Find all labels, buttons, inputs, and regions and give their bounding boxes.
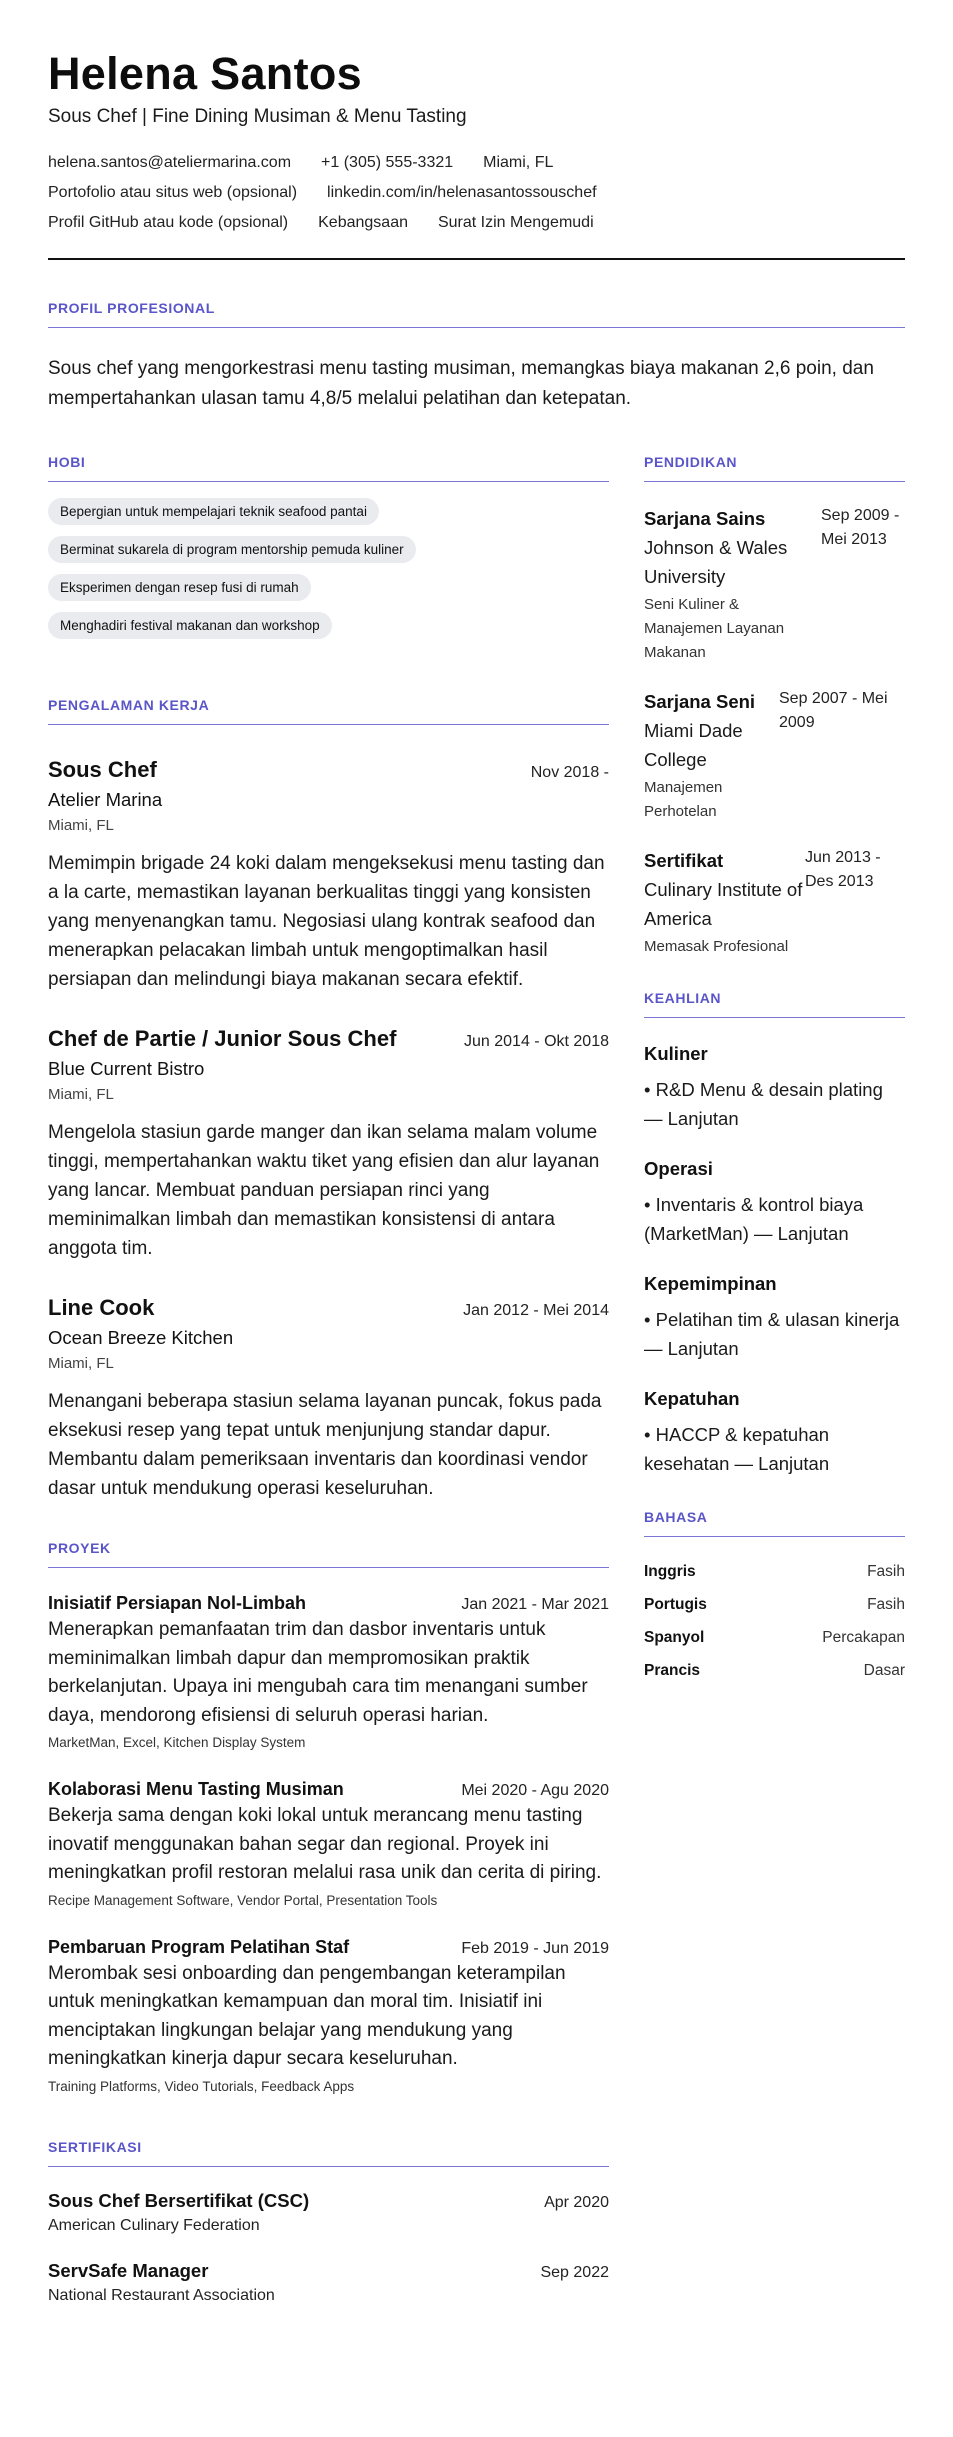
profile-summary: Sous chef yang mengorkestrasi menu tasting musiman, memangkas biaya makanan 2,6 poin, dan mempertahankan ulasan tamu 4,8/5 melalui pelatihan dan ketepatan. <box>48 358 874 409</box>
language-name: Portugis <box>644 1596 707 1613</box>
project-tools: Training Platforms, Video Tutorials, Feedback Apps <box>48 2078 355 2094</box>
skill-category: Operasi <box>644 1158 713 1179</box>
project-date: Jan 2021 - Mar 2021 <box>461 1596 609 1613</box>
projects-section <box>48 1539 609 2098</box>
job-title: Sous Chef <box>48 757 157 782</box>
language-row <box>644 1588 905 1621</box>
job-entry <box>48 1024 609 1263</box>
skill-group <box>644 1385 905 1478</box>
education-entry <box>644 504 905 665</box>
resume-header <box>48 48 905 238</box>
education-school: Johnson & Wales University <box>644 537 788 587</box>
job-entry <box>48 1293 609 1503</box>
work-experience-section <box>48 696 609 1503</box>
job-description: Memimpin brigade 24 koki dalam mengeksekusi menu tasting dan a la carte, memastikan layanan berkualitas tinggi yang konsisten yang menyenangkan tamu. Negosiasi ulang kontrak seafood dan menerapkan pelacakan limbah untuk mengoptimalkan hasil persiapan dan melindungi biaya makanan secara efektif. <box>48 853 605 990</box>
skill-category: Kepemimpinan <box>644 1273 777 1294</box>
education-field: Manajemen Perhotelan <box>644 779 723 820</box>
section-divider <box>48 481 609 482</box>
skill-item: • HACCP & kepatuhan kesehatan — Lanjutan <box>644 1424 830 1474</box>
header-divider <box>48 258 905 260</box>
section-title: KEAHLIAN <box>644 990 722 1006</box>
job-title: Line Cook <box>48 1295 155 1320</box>
candidate-name: Helena Santos <box>48 48 362 99</box>
certification-date: Apr 2020 <box>544 2193 609 2211</box>
project-date: Feb 2019 - Jun 2019 <box>461 1939 609 1957</box>
certification-title: ServSafe Manager <box>48 2259 209 2281</box>
job-description: Mengelola stasiun garde manger dan ikan selama malam volume tinggi, mempertahankan waktu tiket yang efisien dan alur layanan yang lancar. Membuat panduan persiapan rinci yang meminimalkan limbah dan memastikan konsistensi di antara anggota tim. <box>48 1122 600 1259</box>
contact-block <box>48 148 905 238</box>
two-column-body <box>48 453 905 2307</box>
hobby-chip-list <box>48 498 609 650</box>
project-tools: Recipe Management Software, Vendor Portal, Presentation Tools <box>48 1892 438 1908</box>
hobby-chip: Menghadiri festival makanan dan workshop <box>48 612 332 639</box>
certification-org: National Restaurant Association <box>48 2286 275 2304</box>
certification-title: Sous Chef Bersertifikat (CSC) <box>48 2189 310 2211</box>
language-level: Fasih <box>867 1563 905 1580</box>
skill-group <box>644 1040 905 1133</box>
section-divider <box>48 1567 609 1568</box>
skill-category: Kuliner <box>644 1043 708 1064</box>
section-title: PENDIDIKAN <box>644 454 738 470</box>
job-company: Ocean Breeze Kitchen <box>48 1327 234 1348</box>
project-description: Merombak sesi onboarding dan pengembangan keterampilan untuk meningkatkan kemampuan dan moral tim. Inisiatif ini menciptakan lingkungan belajar yang mendukung yang meningkatkan kinerja dapur secara keseluruhan. <box>48 1962 566 2069</box>
project-entry <box>48 1934 609 2098</box>
certification-entry <box>48 2187 609 2237</box>
hobby-chip: Eksperimen dengan resep fusi di rumah <box>48 574 311 601</box>
skill-group <box>644 1155 905 1248</box>
section-title: BAHASA <box>644 1509 708 1525</box>
contact-row <box>48 178 905 208</box>
language-name: Spanyol <box>644 1629 705 1646</box>
project-entry <box>48 1776 609 1912</box>
language-level: Dasar <box>863 1662 905 1679</box>
certification-org: American Culinary Federation <box>48 2216 260 2234</box>
education-degree: Sarjana Sains <box>644 508 766 529</box>
education-degree: Sertifikat <box>644 850 724 871</box>
contact-portfolio[interactable]: Portofolio atau situs web (opsional) <box>48 184 298 201</box>
job-location: Miami, FL <box>48 1086 114 1103</box>
contact-location: Miami, FL <box>483 154 554 171</box>
project-description: Bekerja sama dengan koki lokal untuk merancang menu tasting inovatif menggunakan bahan segar dan regional. Proyek ini meningkatkan profil restoran melalui rasa unik dan cerita di piring. <box>48 1805 602 1883</box>
language-row <box>644 1654 905 1687</box>
language-name: Inggris <box>644 1563 696 1580</box>
right-column <box>644 453 905 2307</box>
contact-row <box>48 208 905 238</box>
education-degree: Sarjana Seni <box>644 691 756 712</box>
job-date: Nov 2018 - <box>530 764 609 781</box>
section-title: PROFIL PROFESIONAL <box>48 300 215 316</box>
profile-section <box>48 299 905 414</box>
certifications-section <box>48 2138 609 2307</box>
job-date: Jan 2012 - Mei 2014 <box>463 1302 609 1319</box>
language-name: Prancis <box>644 1662 701 1679</box>
skill-item: • Pelatihan tim & ulasan kinerja — Lanjutan <box>644 1309 900 1359</box>
contact-phone[interactable]: +1 (305) 555-3321 <box>321 154 454 171</box>
project-date: Mei 2020 - Agu 2020 <box>461 1782 609 1799</box>
education-field: Seni Kuliner & Manajemen Layanan Makanan <box>644 596 785 661</box>
project-description: Menerapkan pemanfaatan trim dan dasbor inventaris untuk meminimalkan limbah dapur dan mempromosikan praktik berkelanjutan. Upaya ini mengubah cara tim menangani sumber daya, mendorong efisiensi di seluruh operasi harian. <box>48 1619 588 1726</box>
contact-driving-license: Surat Izin Mengemudi <box>437 214 594 231</box>
section-divider <box>644 1536 905 1537</box>
left-column <box>48 453 609 2307</box>
section-title: PROYEK <box>48 1540 111 1556</box>
certification-entry <box>48 2257 609 2307</box>
section-divider <box>644 1017 905 1018</box>
contact-email[interactable]: helena.santos@ateliermarina.com <box>48 154 292 171</box>
section-divider <box>48 2166 609 2167</box>
job-date: Jun 2014 - Okt 2018 <box>464 1033 609 1050</box>
education-section <box>644 453 905 959</box>
skill-item: • R&D Menu & desain plating — Lanjutan <box>644 1079 883 1129</box>
section-divider <box>644 481 905 482</box>
job-location: Miami, FL <box>48 1355 114 1372</box>
section-title: PENGALAMAN KERJA <box>48 697 210 713</box>
education-school: Culinary Institute of America <box>644 879 803 929</box>
education-date: Sep 2007 - Mei 2009 <box>779 690 888 731</box>
education-date: Sep 2009 - Mei 2013 <box>821 507 900 548</box>
section-title: HOBI <box>48 454 86 470</box>
section-divider <box>48 724 609 725</box>
language-level: Percakapan <box>822 1629 905 1646</box>
project-entry <box>48 1590 609 1754</box>
education-entry <box>644 687 905 824</box>
language-level: Fasih <box>867 1596 905 1613</box>
education-field: Memasak Profesional <box>644 938 789 955</box>
language-list <box>644 1555 905 1687</box>
job-entry <box>48 755 609 994</box>
section-title: SERTIFIKASI <box>48 2138 142 2155</box>
job-company: Atelier Marina <box>48 789 163 810</box>
job-company: Blue Current Bistro <box>48 1058 205 1079</box>
language-row <box>644 1555 905 1588</box>
hobby-chip: Bepergian untuk mempelajari teknik seafood pantai <box>48 498 379 525</box>
hobby-chip: Berminat sukarela di program mentorship pemuda kuliner <box>48 536 416 563</box>
job-location: Miami, FL <box>48 817 114 834</box>
project-title: Pembaruan Program Pelatihan Staf <box>48 1936 350 1957</box>
languages-section <box>644 1508 905 1687</box>
contact-nationality: Kebangsaan <box>318 214 408 231</box>
contact-github[interactable]: Profil GitHub atau kode (opsional) <box>48 214 289 231</box>
education-school: Miami Dade College <box>644 720 743 770</box>
job-description: Menangani beberapa stasiun selama layanan puncak, fokus pada eksekusi resep yang tepat untuk menjunjung standar dapur. Membantu dalam pemeriksaan inventaris dan koordinasi vendor dasar untuk mendukung operasi keseluruhan. <box>48 1391 602 1499</box>
skills-section <box>644 989 905 1478</box>
education-entry <box>644 846 905 959</box>
job-title: Chef de Partie / Junior Sous Chef <box>48 1026 397 1051</box>
language-row <box>644 1621 905 1654</box>
candidate-headline: Sous Chef | Fine Dining Musiman & Menu Tasting <box>48 106 467 127</box>
hobbies-section <box>48 453 609 650</box>
contact-linkedin[interactable]: linkedin.com/in/helenasantossouschef <box>327 184 597 201</box>
skill-category: Kepatuhan <box>644 1388 740 1409</box>
skill-group <box>644 1270 905 1363</box>
contact-row <box>48 148 905 178</box>
project-title: Kolaborasi Menu Tasting Musiman <box>48 1779 344 1799</box>
project-title: Inisiatif Persiapan Nol-Limbah <box>48 1593 307 1613</box>
skill-item: • Inventaris & kontrol biaya (MarketMan) — Lanjutan <box>644 1194 864 1244</box>
certification-date: Sep 2022 <box>540 2263 609 2281</box>
project-tools: MarketMan, Excel, Kitchen Display System <box>48 1735 306 1750</box>
section-divider <box>48 327 905 328</box>
education-date: Jun 2013 - Des 2013 <box>805 849 881 890</box>
